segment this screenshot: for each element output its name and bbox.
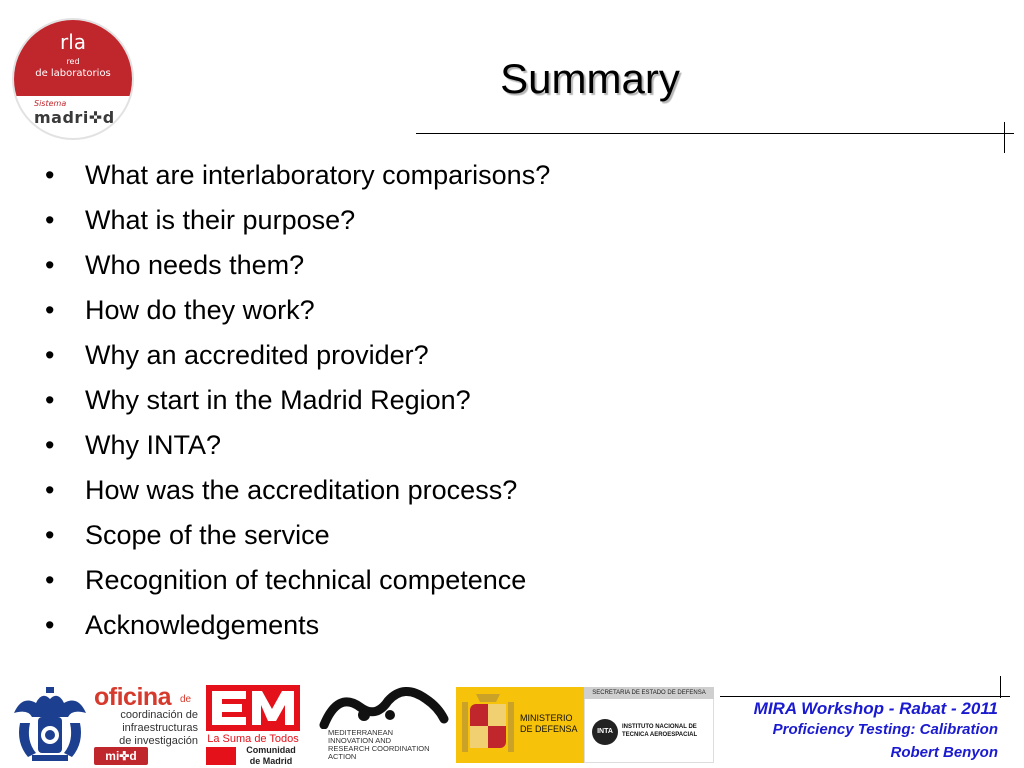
footer-author: Robert Benyon [890, 744, 998, 761]
bullet-marker: • [45, 430, 55, 460]
mira-logo-line: INNOVATION AND [328, 736, 392, 745]
list-item-text: Acknowledgements [85, 610, 320, 640]
mira-logo-line: MEDITERRANEAN [328, 728, 394, 737]
rla-logo-madrid: madri✜d [34, 108, 115, 127]
comunidad-madrid-name: Comunidad de Madrid [246, 745, 296, 766]
mira-logo [318, 685, 450, 765]
mid-logo: mi✜d [94, 747, 148, 765]
rla-logo-main: rla [59, 30, 87, 54]
rla-logo-lab: de laboratorios [35, 68, 111, 79]
bullet-marker: • [45, 205, 55, 235]
bullet-marker: • [45, 610, 55, 640]
bullet-marker: • [45, 250, 55, 280]
mira-logo-line: ACTION [328, 752, 357, 761]
spain-coat-of-arms-icon [460, 690, 516, 760]
inta-emblem: INTA [592, 719, 618, 745]
slide-title: Summary [500, 55, 680, 102]
bullet-marker: • [45, 520, 55, 550]
footer-event: MIRA Workshop - Rabat - 2011 [753, 699, 998, 718]
bullet-marker: • [45, 565, 55, 595]
list-item-text: Recognition of technical competence [85, 565, 527, 595]
ministerio-defensa-text: MINISTERIO DE DEFENSA [520, 713, 578, 734]
rla-logo-sistema: Sistema [34, 99, 67, 108]
list-item-text: How do they work? [85, 295, 315, 325]
footer-divider-tick [1000, 676, 1001, 698]
mira-logo-text [328, 729, 430, 761]
ministerio-defensa-panel [456, 687, 584, 763]
comunidad-madrid-tagline: La Suma de Todos [207, 733, 299, 745]
list-item-text: Why an accredited provider? [85, 340, 429, 370]
footer-divider [720, 696, 1010, 697]
oficina-logo-line: de investigación [119, 735, 198, 747]
list-item-text: How was the accreditation process? [85, 475, 518, 505]
oficina-logo [94, 684, 202, 766]
bullet-marker: • [45, 385, 55, 415]
list-item-text: What is their purpose? [85, 205, 356, 235]
bullet-marker: • [45, 295, 55, 325]
bullet-marker: • [45, 475, 55, 505]
list-item-text: Scope of the service [85, 520, 330, 550]
inta-name: INSTITUTO NACIONAL DE TECNICA AEROESPACIAL [622, 724, 698, 738]
mira-logo-line: RESEARCH COORDINATION [328, 744, 430, 753]
list-item-text: What are interlaboratory comparisons? [85, 160, 551, 190]
mira-logo-mark [318, 685, 450, 729]
comunidad-madrid-logo [204, 683, 302, 767]
bullet-marker: • [45, 340, 55, 370]
secretaria-defensa-band: SECRETARIA DE ESTADO DE DEFENSA [584, 687, 714, 699]
university-crest-logo [12, 683, 88, 763]
footer-topic: Proficiency Testing: Calibration [772, 721, 998, 738]
ministerio-defensa-inta-logo [456, 687, 714, 763]
list-item-text: Why start in the Madrid Region? [85, 385, 471, 415]
list-item-text: Why INTA? [85, 430, 222, 460]
oficina-logo-line: coordinación de [120, 709, 198, 721]
oficina-logo-de: de [180, 694, 192, 705]
comunidad-madrid-mark [206, 685, 300, 731]
rla-logo-red: red [66, 57, 80, 66]
oficina-logo-word: oficina [94, 683, 172, 711]
oficina-logo-subtitle [94, 709, 198, 748]
comunidad-madrid-flag [206, 747, 236, 765]
bullet-marker: • [45, 160, 55, 190]
oficina-logo-line: infraestructuras [122, 722, 198, 734]
list-item-text: Who needs them? [85, 250, 305, 280]
